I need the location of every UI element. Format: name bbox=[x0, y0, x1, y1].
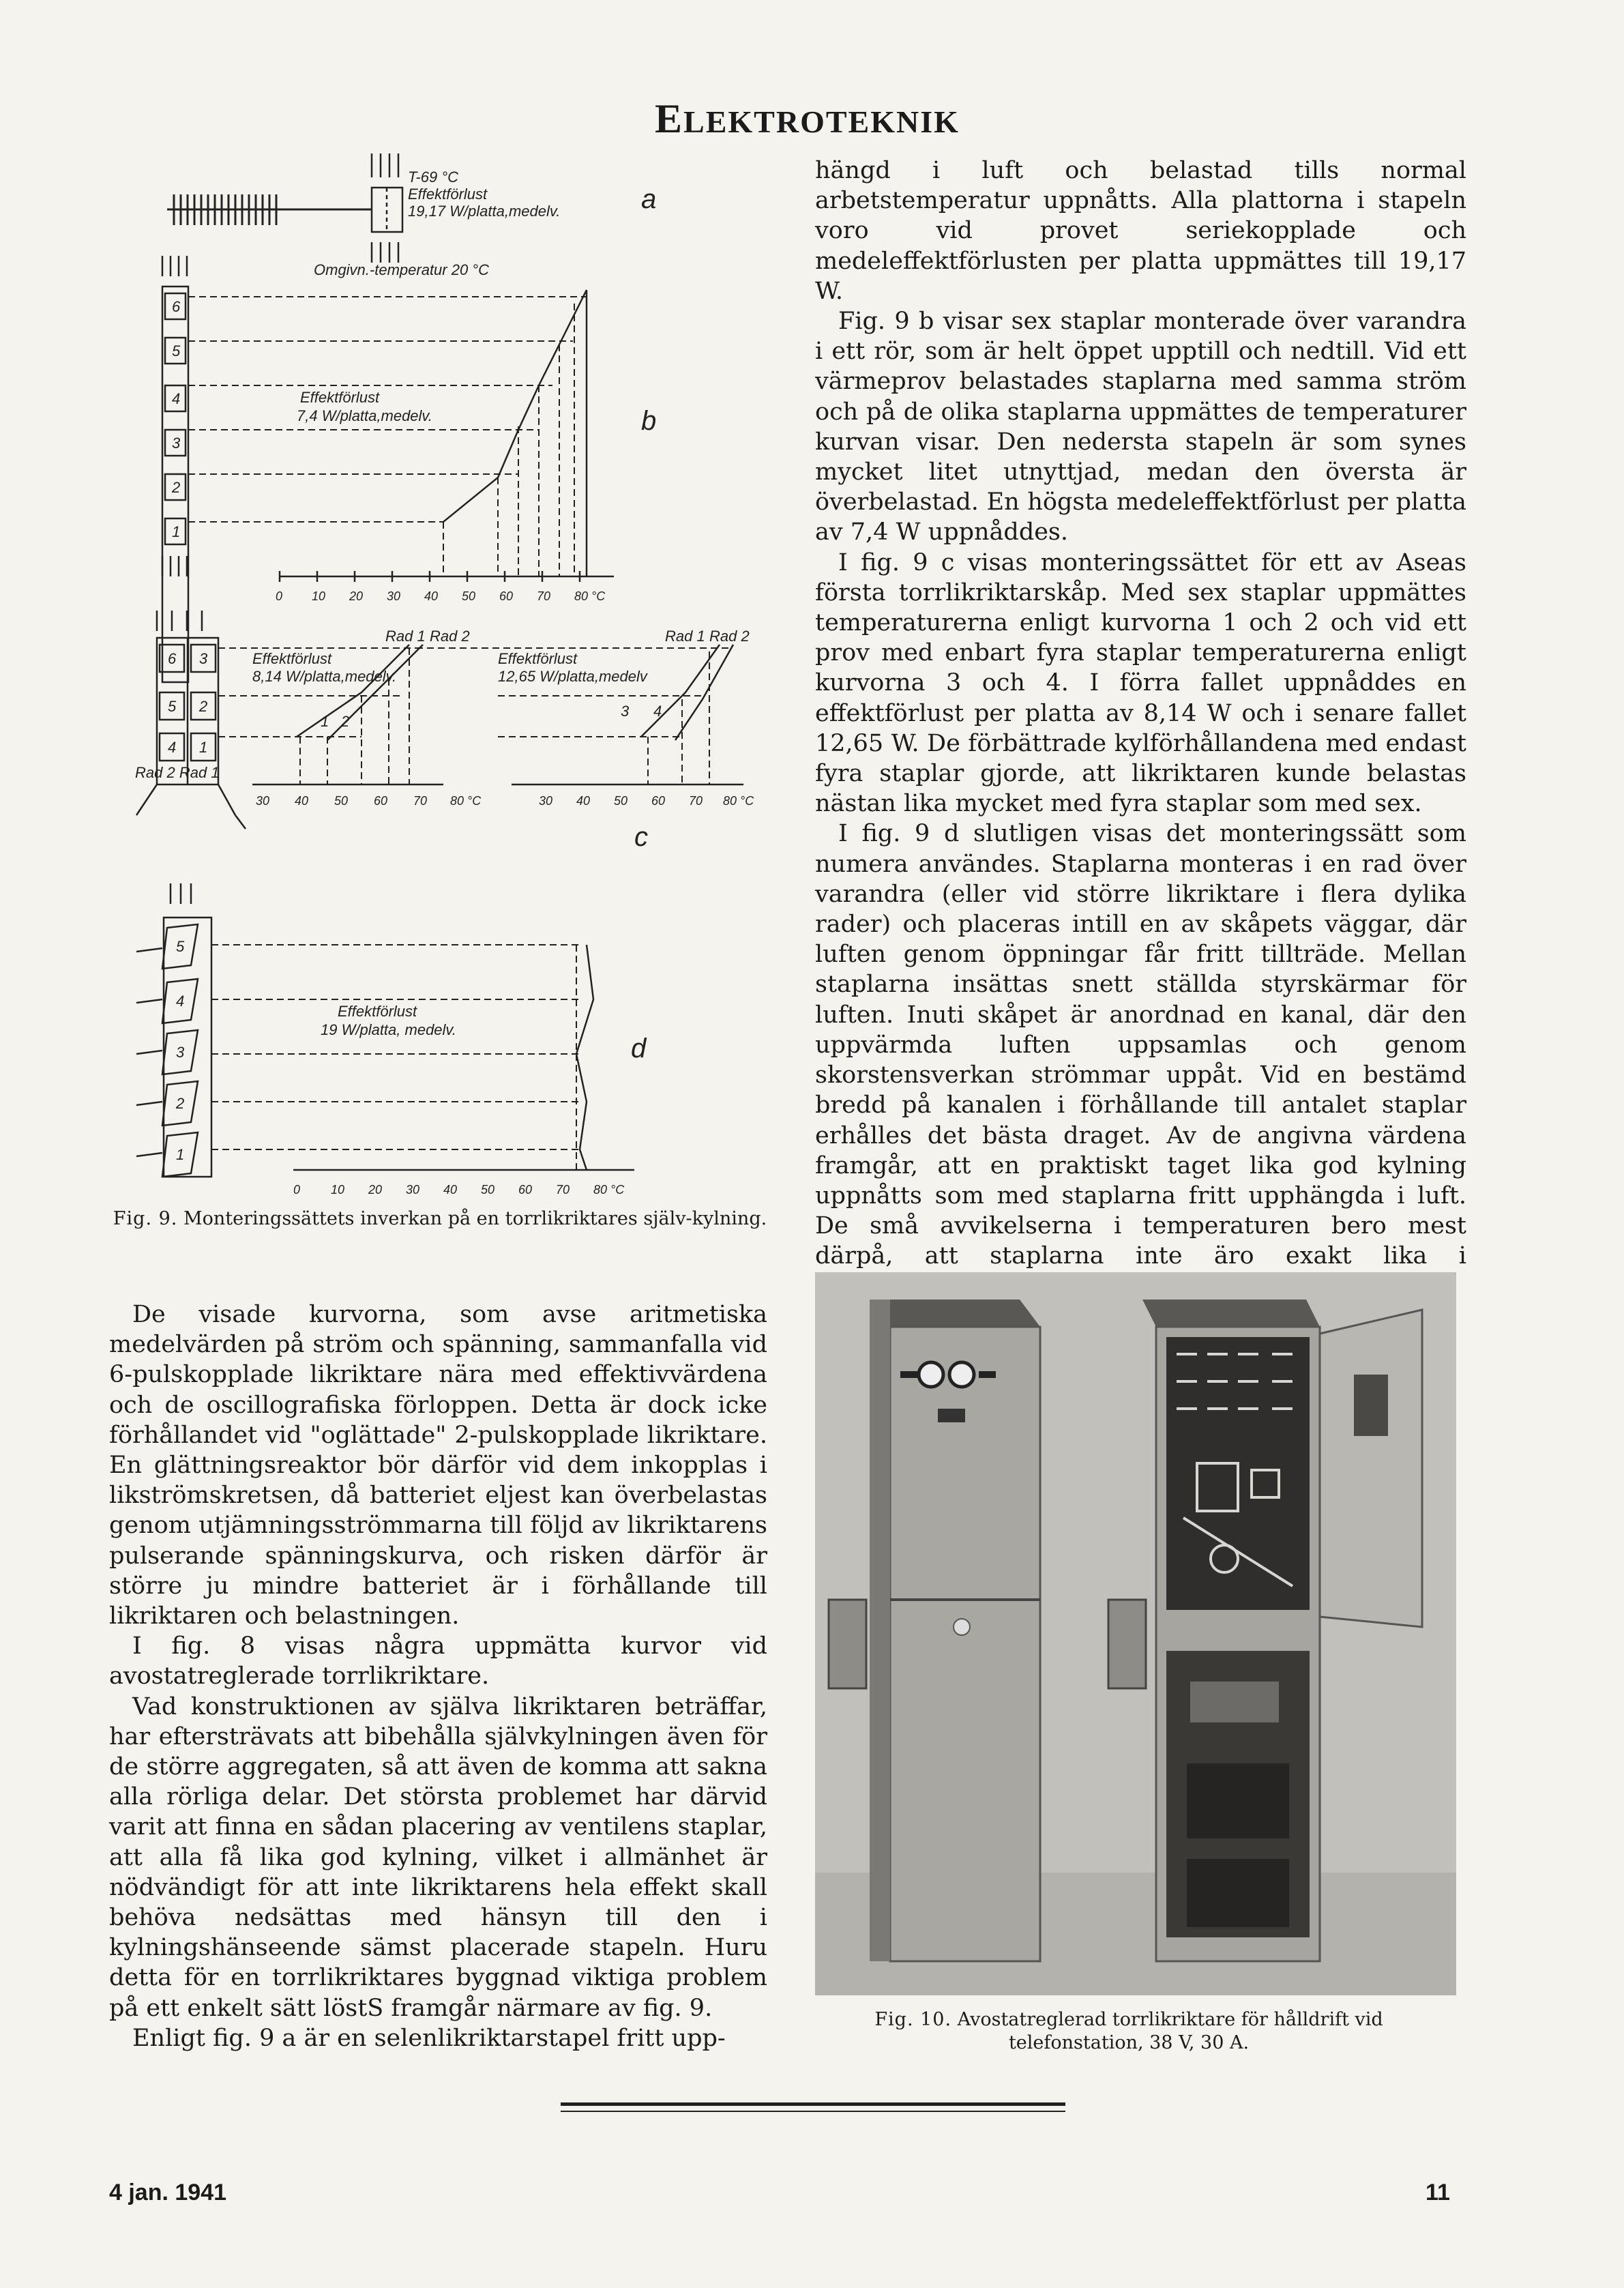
d-loss-value: 19 W/platta, medelv. bbox=[321, 1021, 456, 1038]
c-tick-30b: 30 bbox=[539, 794, 553, 808]
a-loss-title: Effektförlust bbox=[408, 186, 488, 203]
panel-label-c: c bbox=[634, 822, 648, 852]
d-tick-50: 50 bbox=[481, 1183, 495, 1197]
journal-header bbox=[655, 96, 960, 143]
stack-b-1: 1 bbox=[172, 523, 181, 540]
paragraph: De visade kurvorna, som avse aritmetiska medelvärden på ström och spänning, sammanfalla vid 6-pulskopplade likriktare nära med effektivvärdena och de oscillografiska förloppen. Detta är dock icke förhållandet vid "oglättade" 2-pulskopplade likriktare. En glättningsreaktor bör därför vid dem inkopplas i likströmskretsen, då batteriet eljest kan överbelastas genom utjämningsströmmarna till följd av likriktarens pulserande spänningskurva, och risken därför är större ju mindre batteriet är i förhållande till likriktaren och belastningen. bbox=[109, 1301, 767, 1630]
d-tick-10: 10 bbox=[331, 1183, 345, 1197]
stack-b-5: 5 bbox=[172, 342, 181, 360]
panel-label-a: a bbox=[641, 184, 657, 214]
stack-c-2: 2 bbox=[199, 698, 208, 715]
paragraph: I fig. 9 c visas monteringssättet för ett av Aseas första torrlikriktarskåp. Med sex staplar uppmättes temperaturerna enligt kurvorna 1 och 2 och vid ett prov med enbart fyra staplar temperaturerna enligt kurvorna 3 och 4. I förra fallet uppnåddes en effektförlust per platta av 8,14 W och i senare fallet 12,65 W. De förbättrade kylförhållandena med endast fyra staplar gjorde, att likriktaren kunde belastas nästan lika mycket med fyra staplar som med sex. bbox=[815, 548, 1466, 818]
stack-c-5: 5 bbox=[168, 698, 177, 715]
figure-9-diagram bbox=[116, 140, 778, 1204]
d-tick-40: 40 bbox=[443, 1183, 458, 1197]
c-curve-3: 3 bbox=[621, 703, 630, 720]
a-loss-value: 19,17 W/platta,medelv. bbox=[408, 203, 561, 220]
stack-c-3: 3 bbox=[199, 650, 208, 667]
header-initial: E bbox=[655, 96, 684, 141]
d-tick-60: 60 bbox=[518, 1183, 533, 1197]
panel-label-d: d bbox=[631, 1033, 647, 1064]
b-tick-60: 60 bbox=[499, 589, 514, 603]
b-tick-30: 30 bbox=[387, 589, 401, 603]
c-tick-70a: 70 bbox=[413, 794, 428, 808]
figure-9-caption bbox=[113, 1207, 767, 1231]
b-tick-70: 70 bbox=[537, 589, 551, 603]
c-right-row2: Rad 2 bbox=[709, 628, 750, 645]
b-loss-title: Effektförlust bbox=[300, 389, 380, 406]
fig10-caption-line2: telefonstation, 38 V, 30 A. bbox=[1008, 2032, 1250, 2053]
b-tick-20: 20 bbox=[349, 589, 364, 603]
figure-10-caption bbox=[798, 2008, 1460, 2055]
c-tick-70b: 70 bbox=[689, 794, 703, 808]
c-right-loss-title: Effektförlust bbox=[498, 650, 578, 667]
paragraph: Vad konstruktionen av själva likriktaren beträffar, har eftersträvats att bibehålla självkylningen även för de större aggregaten, så att även de komma att sakna alla rörliga delar. Det största problemet har därvid varit att finna en sådan placering av ventilens staplar, att alla få lika god kylning, vilket i allmänhet är nödvändigt för att inte likriktarens hela effekt skall behöva nedsättas med hänsyn till den i kylningshänseende sämst placerade stapeln. Huru detta för en torrlikriktares byggnad viktiga problem på ett enkelt sätt löstS framgår närmare av fig. 9. bbox=[109, 1692, 767, 2022]
panel-a bbox=[167, 153, 402, 263]
footer-date: 4 jan. 1941 bbox=[109, 2180, 227, 2205]
stack-d-5: 5 bbox=[176, 938, 185, 955]
c-curve-1: 1 bbox=[321, 713, 329, 730]
c-right-row1: Rad 1 bbox=[665, 628, 705, 645]
d-loss-title: Effektförlust bbox=[338, 1003, 417, 1020]
d-tick-20: 20 bbox=[368, 1183, 383, 1197]
stack-b-2: 2 bbox=[172, 479, 181, 496]
c-left-row2: Rad 2 bbox=[430, 628, 470, 645]
a-temp: T-69 °C bbox=[408, 168, 459, 186]
b-tick-80: 80 °C bbox=[574, 589, 606, 603]
c-right-loss-value: 12,65 W/platta,medelv bbox=[498, 668, 647, 685]
selenium-stack-fins bbox=[167, 194, 372, 225]
d-tick-0: 0 bbox=[293, 1183, 301, 1197]
figure-10-photo bbox=[815, 1272, 1456, 1995]
paragraph: hängd i luft och belastad tills normal arbetstemperatur uppnåtts. Alla plattorna i stapeln voro vid provet seriekopplade och medeleffektförlusten per platta uppmättes till 19,17 W. bbox=[815, 157, 1466, 305]
c-tick-50a: 50 bbox=[334, 794, 349, 808]
b-tick-0: 0 bbox=[276, 589, 283, 603]
c-tick-50b: 50 bbox=[614, 794, 628, 808]
b-tick-40: 40 bbox=[424, 589, 439, 603]
c-tick-80b: 80 °C bbox=[723, 794, 754, 808]
d-tick-30: 30 bbox=[406, 1183, 420, 1197]
c-left-loss-title: Effektförlust bbox=[252, 650, 332, 667]
b-tick-10: 10 bbox=[312, 589, 326, 603]
c-tick-80a: 80 °C bbox=[450, 794, 482, 808]
c-base-labels: Rad 2 Rad 1 bbox=[135, 764, 220, 781]
stack-d-2: 2 bbox=[176, 1095, 185, 1112]
b-tick-50: 50 bbox=[462, 589, 476, 603]
page-number: 11 bbox=[1426, 2180, 1450, 2205]
paragraph: Fig. 9 b visar sex staplar monterade över varandra i ett rör, som är helt öppet upptill och nedtill. Vid ett värmeprov belastades staplarna med samma ström och på de olika staplarna uppmättes de temperaturer kurvan visar. Den nedersta stapeln är som synes mycket litet utnyttjad, medan den översta är överbelastad. En högsta medeleffektförlust per platta av 7,4 W uppnåddes. bbox=[815, 308, 1466, 546]
d-tick-80: 80 °C bbox=[593, 1183, 625, 1197]
panel-label-b: b bbox=[641, 406, 657, 436]
c-tick-60b: 60 bbox=[651, 794, 666, 808]
fig10-caption-line1: Avostatreglerad torrlikriktare för hålldrift vid bbox=[957, 2009, 1383, 2030]
fig9-caption-text: Monteringssättets inverkan på en torrlikriktares själv-kylning. bbox=[183, 1208, 767, 1229]
stack-d-1: 1 bbox=[176, 1146, 185, 1163]
c-tick-60a: 60 bbox=[374, 794, 388, 808]
stack-b-3: 3 bbox=[172, 435, 181, 452]
end-rule-thin bbox=[561, 2111, 1065, 2112]
c-curve-4: 4 bbox=[653, 703, 662, 720]
paragraph: Enligt fig. 9 a är en selenlikriktarstapel fritt upp- bbox=[132, 2024, 726, 2052]
left-column-text bbox=[109, 1300, 767, 2053]
d-tick-70: 70 bbox=[556, 1183, 570, 1197]
header-rest: LEKTROTEKNIK bbox=[683, 104, 960, 139]
c-left-row1: Rad 1 bbox=[385, 628, 426, 645]
a-ambient: Omgivn.-temperatur 20 °C bbox=[314, 261, 489, 278]
c-tick-30a: 30 bbox=[256, 794, 270, 808]
c-tick-40a: 40 bbox=[295, 794, 309, 808]
stack-b-4: 4 bbox=[172, 390, 181, 407]
stack-c-6: 6 bbox=[168, 650, 177, 667]
fig10-caption-label: Fig. 10. bbox=[874, 2009, 952, 2030]
panel-b bbox=[162, 256, 614, 682]
stack-b-6: 6 bbox=[172, 298, 181, 315]
b-loss-value: 7,4 W/platta,medelv. bbox=[297, 407, 432, 424]
c-tick-40b: 40 bbox=[576, 794, 591, 808]
c-left-loss-value: 8,14 W/platta,medelv. bbox=[252, 668, 397, 685]
stack-c-4: 4 bbox=[168, 739, 177, 756]
c-curve-2: 2 bbox=[341, 713, 350, 730]
paragraph: I fig. 8 visas några uppmätta kurvor vid avostatreglerade torrlikriktare. bbox=[109, 1632, 767, 1690]
stack-d-3: 3 bbox=[176, 1044, 185, 1061]
stack-c-1: 1 bbox=[199, 739, 208, 756]
stack-d-4: 4 bbox=[176, 993, 185, 1010]
right-column-text bbox=[815, 156, 1466, 1302]
end-rule-thick bbox=[561, 2102, 1065, 2106]
paragraph: I fig. 9 d slutligen visas det monteringssätt som numera användes. Staplarna monteras i en rad över varandra (eller vid större likriktare i flera dylika rader) och placeras intill en av skåpets väggar, där luften genom öppningar får fritt tillträde. Mellan staplarna insättas snett ställda styrskärmar för luften. Inuti skåpet är anordnad en kanal, där den uppvärmda luften uppsamlas och genom skorstensverkan strömmar uppåt. Vid en bestämd bredd på kanalen i förhållande till antalet staplar erhålles det bästa draget. Av de angivna värdena framgår, att en praktiskt taget lika god kylning uppnåtts som med staplarna fritt upphängda i luft. De små avvikelserna i temperaturen bero mest därpå, att staplarna inte äro exakt lika i bbox=[815, 820, 1466, 1270]
fig9-caption-label: Fig. 9. bbox=[113, 1208, 178, 1229]
